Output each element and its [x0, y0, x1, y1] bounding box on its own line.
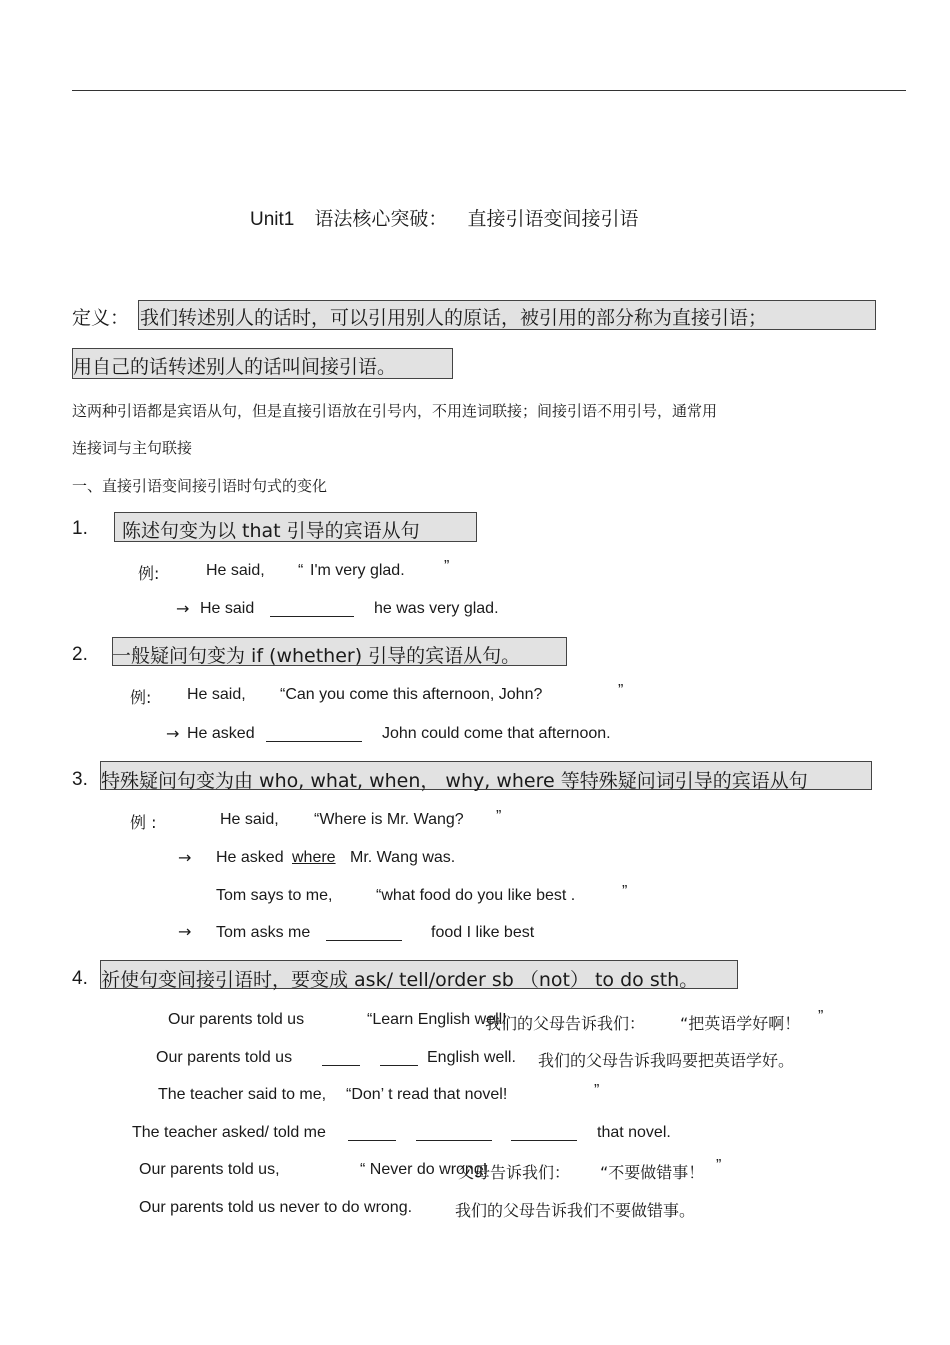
- ex2-close-quote: ”: [618, 682, 624, 699]
- rule-1-text: 陈述句变为以 that 引导的宾语从句: [122, 520, 420, 542]
- title-unit: Unit1: [250, 209, 295, 230]
- ex2-arrow: →: [166, 724, 180, 743]
- intro-line-2: 连接词与主句联接: [72, 439, 193, 457]
- title-topic: 语法核心突破：: [314, 208, 448, 230]
- rule-3-number: 3.: [72, 769, 88, 790]
- ex3-tom-direct-lead: Tom says to me,: [216, 887, 333, 904]
- ex1-open-quote: “: [298, 562, 304, 579]
- ex1-indirect-rest: he was very glad.: [374, 600, 499, 617]
- rule-1-number: 1.: [72, 518, 88, 539]
- ex3-indirect-a-rest: Mr. Wang was.: [350, 849, 456, 866]
- ex2-blank: [266, 727, 362, 742]
- ex2-direct: “Can you come this afternoon, John?: [280, 686, 543, 703]
- definition-label: 定义：: [72, 307, 130, 329]
- ex4-line6-cn: 我们的父母告诉我们不要做错事。: [455, 1201, 696, 1220]
- ex3-direct-lead: He said,: [220, 811, 279, 828]
- ex1-arrow: →: [176, 599, 190, 618]
- ex3-tom-indirect-lead: Tom asks me: [216, 924, 311, 941]
- rule-2-text: 一般疑问句变为 if (whether) 引导的宾语从句。: [112, 645, 521, 667]
- ex4-line3-quote: “Don’ t read that novel!: [346, 1086, 508, 1103]
- ex4-line1-cn: 我们的父母告诉我们：: [485, 1014, 646, 1033]
- ex4-line6-en: Our parents told us never to do wrong.: [139, 1199, 413, 1216]
- ex3-blank: [326, 926, 402, 941]
- ex4-line4-en: The teacher asked/ told me: [132, 1124, 326, 1141]
- ex2-direct-lead: He said,: [187, 686, 246, 703]
- ex3-tom-close-quote: ”: [622, 883, 628, 900]
- ex4-line1-en: Our parents told us: [168, 1011, 305, 1028]
- ex3-indirect-a: He asked: [216, 849, 284, 866]
- intro-line-1: 这两种引语都是宾语从句，但是直接引语放在引号内，不用连词联接；间接引语不用引号，通常用: [72, 402, 718, 420]
- ex4-line3-close: ”: [594, 1082, 600, 1099]
- title-subject: 直接引语变间接引语: [467, 208, 639, 230]
- ex3-answer-where: where: [292, 849, 336, 866]
- ex4-line2-blank-2: [380, 1051, 418, 1066]
- ex2-label: 例:: [130, 688, 152, 707]
- ex4-line2-rest: English well.: [427, 1049, 516, 1066]
- ex3-close-quote: ”: [496, 808, 502, 825]
- page-title: [250, 204, 638, 231]
- section-heading: 一、直接引语变间接引语时句式的变化: [72, 477, 328, 495]
- rule-3-text: 特殊疑问句变为由 who, what, when， why, where 等特殊疑问词引导的宾语从句: [101, 770, 808, 792]
- ex1-direct-lead: He said,: [206, 562, 265, 579]
- ex4-line4-blank-2: [416, 1126, 492, 1141]
- ex4-line2-cn: 我们的父母告诉我吗要把英语学好。: [538, 1051, 795, 1070]
- rule-2-number: 2.: [72, 644, 88, 665]
- ex3-arrow-1: →: [178, 848, 192, 867]
- ex4-line5-quote: “ Never do wrong!: [360, 1161, 488, 1178]
- ex2-indirect-lead: He asked: [187, 725, 255, 742]
- definition-line-1: 我们转述别人的话时，可以引用别人的原话，被引用的部分称为直接引语；: [140, 307, 768, 329]
- ex3-arrow-2: →: [178, 922, 192, 941]
- ex3-tom-indirect-rest: food I like best: [431, 924, 535, 941]
- ex3-tom-direct: “what food do you like best .: [376, 887, 576, 904]
- ex4-line2-blank-1: [322, 1051, 360, 1066]
- ex4-line5-cn: 父母告诉我们：: [458, 1163, 571, 1182]
- ex1-blank: [270, 602, 354, 617]
- definition-line-2: 用自己的话转述别人的话叫间接引语。: [73, 356, 397, 378]
- ex4-line3-en: The teacher said to me,: [158, 1086, 327, 1103]
- ex4-line1-close: ”: [818, 1008, 824, 1025]
- ex4-line1-quote: “Learn English well!: [367, 1011, 507, 1028]
- ex4-line2-en: Our parents told us: [156, 1049, 293, 1066]
- ex1-label: 例:: [138, 564, 160, 583]
- ex4-line4-blank-3: [511, 1126, 577, 1141]
- rule-4-number: 4.: [72, 968, 88, 989]
- ex4-line1-cn2: “把英语学好啊！: [680, 1014, 801, 1033]
- ex4-line4-rest: that novel.: [597, 1124, 671, 1141]
- ex3-label: 例 :: [130, 813, 157, 832]
- ex4-line5-close: ”: [716, 1157, 722, 1174]
- ex1-close-quote: ”: [444, 558, 450, 575]
- ex1-direct: I'm very glad.: [310, 562, 405, 579]
- header-rule: [72, 90, 906, 91]
- ex2-indirect-rest: John could come that afternoon.: [382, 725, 611, 742]
- ex1-indirect-lead: He said: [200, 600, 255, 617]
- ex4-line5-en: Our parents told us,: [139, 1161, 280, 1178]
- ex4-line4-blank-1: [348, 1126, 396, 1141]
- rule-4-text: 祈使句变间接引语时，要变成 ask/ tell/order sb （not） to do sth。: [101, 969, 699, 991]
- ex3-direct: “Where is Mr. Wang?: [314, 811, 464, 828]
- ex4-line5-cn2: “不要做错事！: [600, 1163, 705, 1182]
